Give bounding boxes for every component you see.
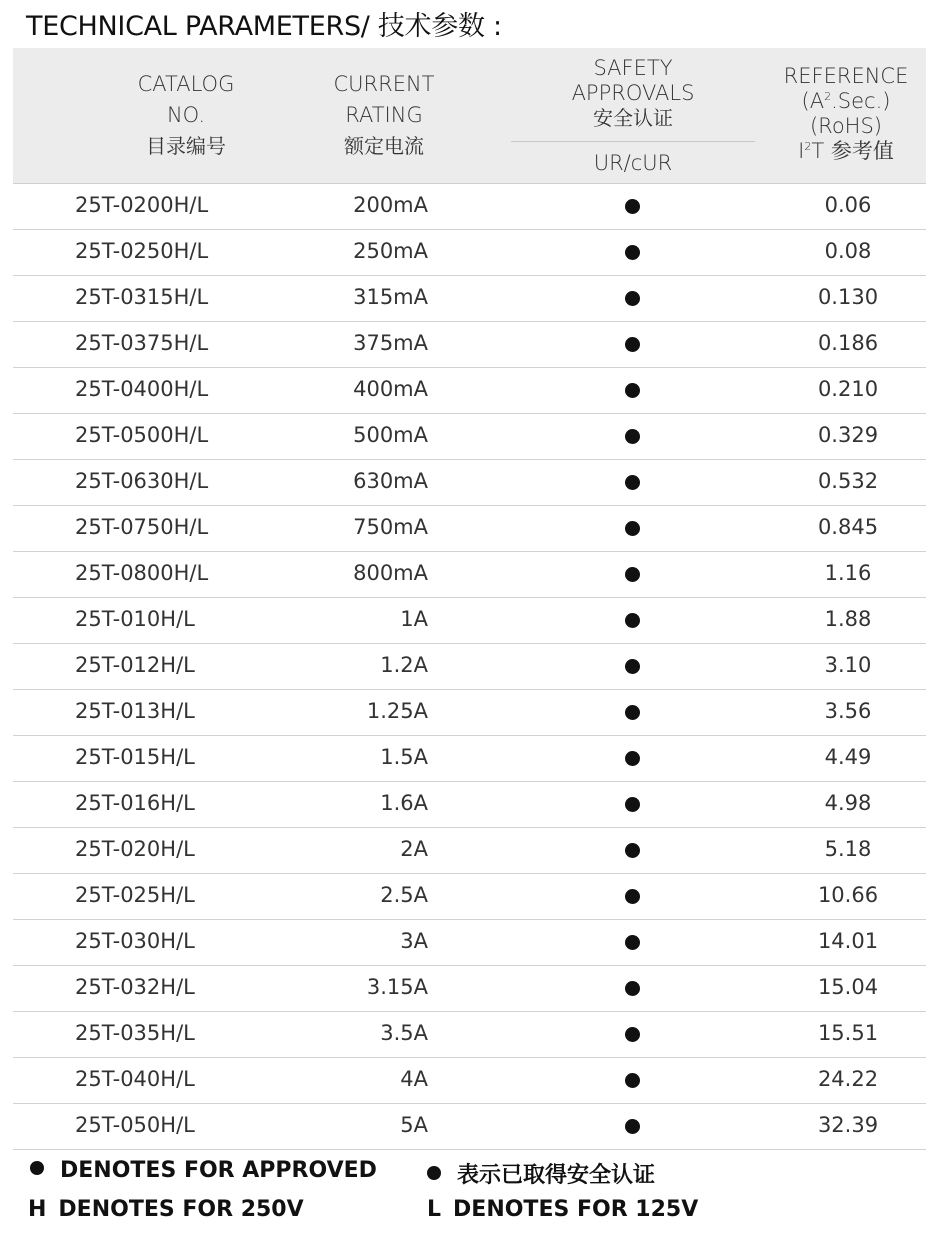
legend-h-key: H	[28, 1197, 47, 1222]
catalog-no-cell: 25T-020H/L	[75, 837, 195, 861]
legend-l-text: DENOTES FOR 125V	[453, 1197, 699, 1222]
i2t-reference-cell: 0.845	[817, 515, 879, 539]
i2t-reference-cell: 0.210	[817, 377, 879, 401]
i2t-reference-cell: 0.06	[824, 193, 872, 217]
catalog-no-cell: 25T-010H/L	[75, 607, 195, 631]
header-catalog-no	[63, 69, 309, 162]
approved-dot-icon	[625, 889, 640, 904]
catalog-no-cell: 25T-015H/L	[75, 745, 195, 769]
legend-h	[28, 1197, 304, 1222]
i2t-reference-cell: 0.532	[817, 469, 879, 493]
header-ref-a-sup: 2	[824, 90, 832, 103]
legend-approved-en-text: DENOTES FOR APPROVED	[60, 1158, 377, 1183]
current-rating-cell: 1A	[400, 607, 428, 631]
current-rating-cell: 315mA	[353, 285, 428, 309]
legend-approved-zh-text: 表示已取得安全认证	[457, 1163, 656, 1188]
approved-dot-icon	[625, 797, 640, 812]
approved-dot-icon	[625, 935, 640, 950]
catalog-no-cell: 25T-0200H/L	[75, 193, 209, 217]
header-current-en2: RATING	[345, 103, 423, 127]
header-safety-en1: SAFETY	[593, 56, 673, 80]
i2t-reference-cell: 1.16	[824, 561, 872, 585]
table-row	[13, 828, 926, 874]
table-row	[13, 276, 926, 322]
catalog-no-cell: 25T-030H/L	[75, 929, 195, 953]
table-row	[13, 1058, 926, 1104]
i2t-reference-cell: 15.04	[817, 975, 879, 999]
header-ref-i-rest: T 参考值	[811, 139, 894, 163]
approved-dot-icon	[625, 843, 640, 858]
approved-dot-icon	[625, 567, 640, 582]
header-safety-ur-cur: UR/cUR	[593, 151, 673, 175]
current-rating-cell: 375mA	[353, 331, 428, 355]
i2t-reference-cell: 5.18	[824, 837, 872, 861]
i2t-reference-cell: 4.49	[824, 745, 872, 769]
catalog-no-cell: 25T-0750H/L	[75, 515, 209, 539]
legend-l	[427, 1197, 698, 1222]
i2t-reference-cell: 0.329	[817, 423, 879, 447]
header-ref-i-sup: 2	[804, 140, 812, 153]
header-safety-approvals	[511, 56, 755, 131]
current-rating-cell: 500mA	[353, 423, 428, 447]
page-title: TECHNICAL PARAMETERS/ 技术参数 :	[26, 11, 502, 42]
current-rating-cell: 800mA	[353, 561, 428, 585]
header-current-rating	[293, 69, 475, 162]
table-row	[13, 414, 926, 460]
header-ref-line1: REFERENCE	[783, 64, 909, 88]
i2t-reference-cell: 10.66	[817, 883, 879, 907]
current-rating-cell: 1.5A	[380, 745, 428, 769]
table-row	[13, 736, 926, 782]
current-rating-cell: 2.5A	[380, 883, 428, 907]
i2t-reference-cell: 0.186	[817, 331, 879, 355]
current-rating-cell: 4A	[400, 1067, 428, 1091]
approved-dot-icon	[625, 429, 640, 444]
current-rating-cell: 3.15A	[366, 975, 428, 999]
parameters-table	[13, 48, 926, 1150]
current-rating-cell: 2A	[400, 837, 428, 861]
table-row	[13, 874, 926, 920]
approved-dot-icon	[625, 337, 640, 352]
i2t-reference-cell: 1.88	[824, 607, 872, 631]
header-current-zh: 额定电流	[344, 134, 424, 158]
header-reference	[761, 64, 927, 164]
current-rating-cell: 630mA	[353, 469, 428, 493]
table-header	[13, 48, 926, 184]
approved-dot-icon	[427, 1166, 441, 1180]
i2t-reference-cell: 0.08	[824, 239, 872, 263]
table-row	[13, 644, 926, 690]
header-ref-a: (A	[801, 89, 825, 113]
approved-dot-icon	[625, 521, 640, 536]
current-rating-cell: 3A	[400, 929, 428, 953]
approved-dot-icon	[625, 705, 640, 720]
header-safety-en2: APPROVALS	[571, 81, 695, 105]
catalog-no-cell: 25T-0315H/L	[75, 285, 209, 309]
approved-dot-icon	[625, 751, 640, 766]
table-row	[13, 920, 926, 966]
catalog-no-cell: 25T-040H/L	[75, 1067, 195, 1091]
catalog-no-cell: 25T-016H/L	[75, 791, 195, 815]
catalog-no-cell: 25T-0400H/L	[75, 377, 209, 401]
header-catalog-en2: NO.	[166, 103, 206, 127]
approved-dot-icon	[625, 199, 640, 214]
approved-dot-icon	[625, 1119, 640, 1134]
table-row	[13, 552, 926, 598]
current-rating-cell: 5A	[400, 1113, 428, 1137]
catalog-no-cell: 25T-032H/L	[75, 975, 195, 999]
catalog-no-cell: 25T-0375H/L	[75, 331, 209, 355]
current-rating-cell: 250mA	[353, 239, 428, 263]
table-row	[13, 782, 926, 828]
catalog-no-cell: 25T-035H/L	[75, 1021, 195, 1045]
header-catalog-zh: 目录编号	[146, 134, 226, 158]
table-row	[13, 1012, 926, 1058]
approved-dot-icon	[625, 613, 640, 628]
header-safety-divider	[511, 141, 755, 142]
legend-l-key: L	[427, 1197, 442, 1222]
table-row	[13, 966, 926, 1012]
catalog-no-cell: 25T-050H/L	[75, 1113, 195, 1137]
approved-dot-icon	[625, 659, 640, 674]
approved-dot-icon	[625, 245, 640, 260]
header-safety-zh: 安全认证	[593, 106, 673, 130]
approved-dot-icon	[625, 383, 640, 398]
table-row	[13, 690, 926, 736]
table-row	[13, 1104, 926, 1150]
approved-dot-icon	[625, 981, 640, 996]
i2t-reference-cell: 14.01	[817, 929, 879, 953]
i2t-reference-cell: 32.39	[817, 1113, 879, 1137]
legend-approved-zh	[427, 1158, 655, 1189]
catalog-no-cell: 25T-025H/L	[75, 883, 195, 907]
approved-dot-icon	[625, 291, 640, 306]
table-row	[13, 184, 926, 230]
current-rating-cell: 3.5A	[380, 1021, 428, 1045]
i2t-reference-cell: 3.10	[824, 653, 872, 677]
i2t-reference-cell: 3.56	[824, 699, 872, 723]
i2t-reference-cell: 15.51	[817, 1021, 879, 1045]
i2t-reference-cell: 0.130	[817, 285, 879, 309]
current-rating-cell: 1.2A	[380, 653, 428, 677]
approved-dot-icon	[625, 1073, 640, 1088]
approved-dot-icon	[625, 475, 640, 490]
approved-dot-icon	[30, 1161, 44, 1175]
catalog-no-cell: 25T-0500H/L	[75, 423, 209, 447]
table-row	[13, 322, 926, 368]
legend-approved-en	[30, 1158, 377, 1183]
table-row	[13, 368, 926, 414]
catalog-no-cell: 25T-0800H/L	[75, 561, 209, 585]
table-row	[13, 230, 926, 276]
i2t-reference-cell: 4.98	[824, 791, 872, 815]
table-row	[13, 506, 926, 552]
current-rating-cell: 1.6A	[380, 791, 428, 815]
current-rating-cell: 200mA	[353, 193, 428, 217]
table-row	[13, 460, 926, 506]
current-rating-cell: 1.25A	[366, 699, 428, 723]
catalog-no-cell: 25T-0250H/L	[75, 239, 209, 263]
header-ref-a-rest: .Sec.)	[831, 89, 891, 113]
catalog-no-cell: 25T-0630H/L	[75, 469, 209, 493]
catalog-no-cell: 25T-012H/L	[75, 653, 195, 677]
catalog-no-cell: 25T-013H/L	[75, 699, 195, 723]
header-catalog-en1: CATALOG	[137, 72, 235, 96]
legend-h-text: DENOTES FOR 250V	[58, 1197, 304, 1222]
approved-dot-icon	[625, 1027, 640, 1042]
current-rating-cell: 400mA	[353, 377, 428, 401]
header-current-en1: CURRENT	[333, 72, 435, 96]
header-ref-i: I	[798, 139, 805, 163]
header-ref-rohs: (RoHS)	[809, 114, 882, 138]
current-rating-cell: 750mA	[353, 515, 428, 539]
i2t-reference-cell: 24.22	[817, 1067, 879, 1091]
table-body	[13, 184, 926, 1150]
table-row	[13, 598, 926, 644]
